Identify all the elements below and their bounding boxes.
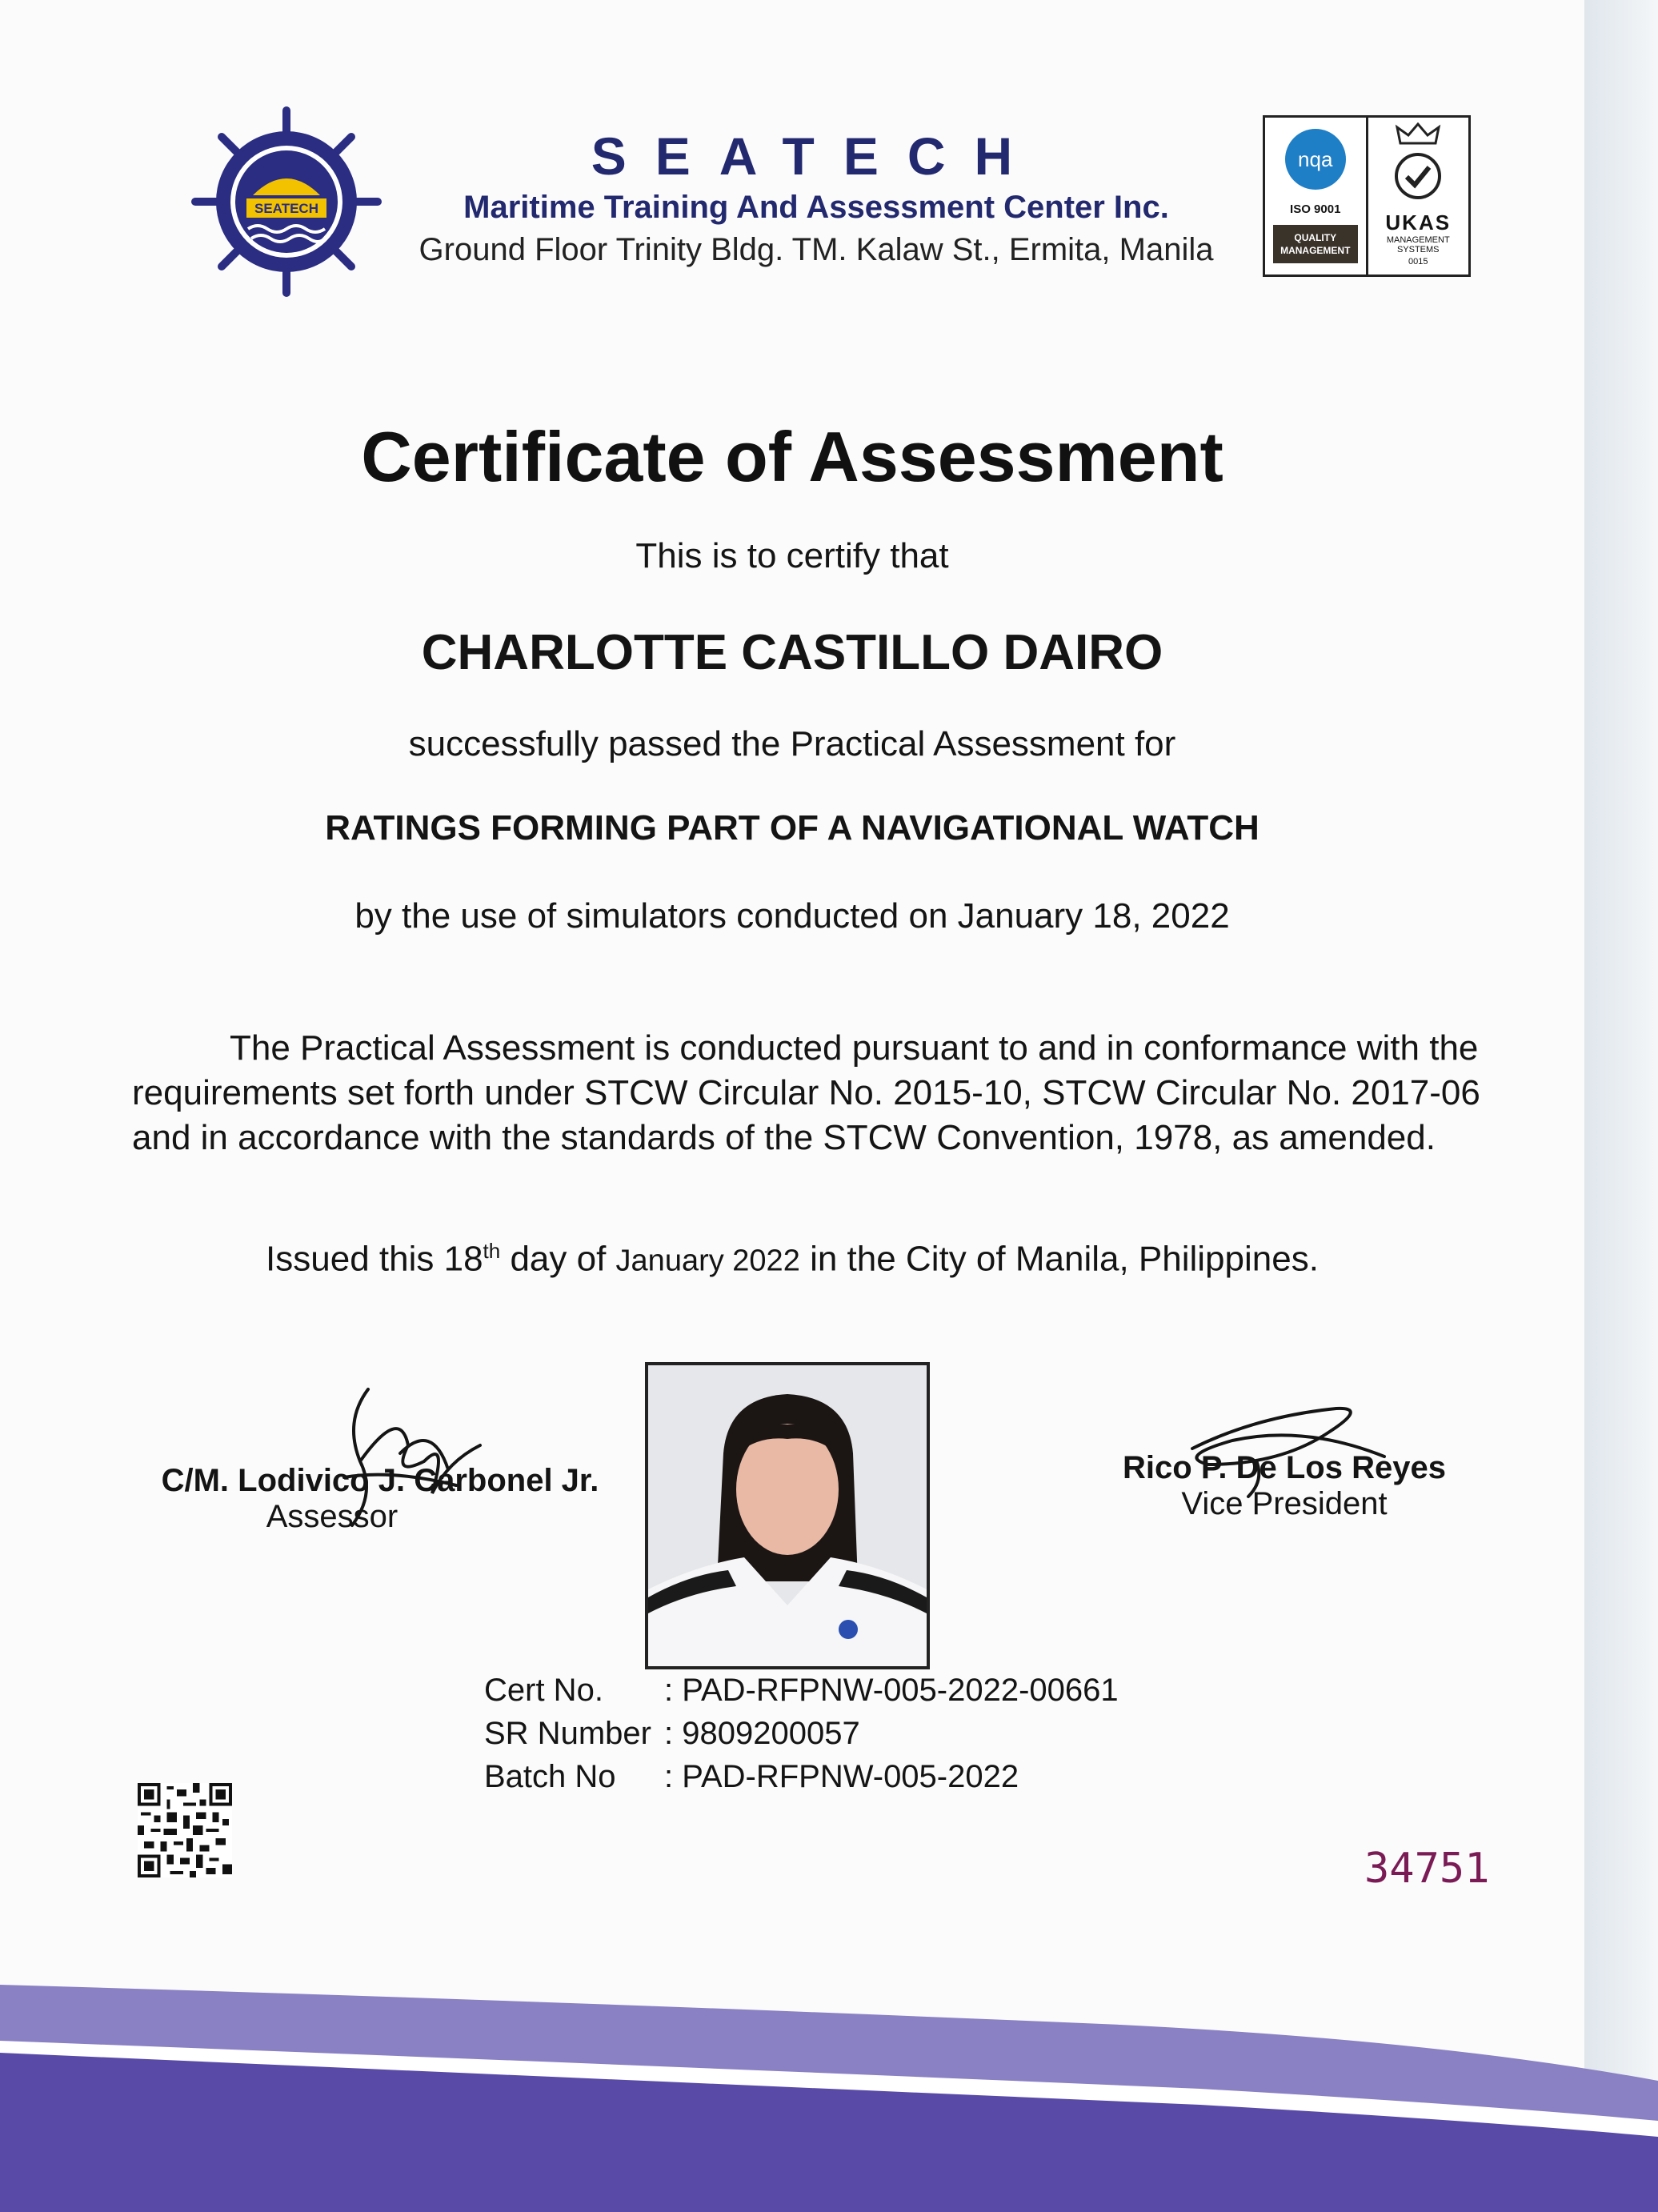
issued-line	[0, 1239, 1584, 1280]
conducted-line: by the use of simulators conducted on January 18, 2022	[354, 896, 1230, 936]
nqa-logo: nqa	[1285, 129, 1346, 190]
course-name: RATINGS FORMING PART OF A NAVIGATIONAL WATCH	[325, 808, 1260, 848]
certificate-title: Certificate of Assessment	[361, 417, 1223, 496]
vp-role: Vice President	[1181, 1486, 1388, 1521]
logo-text: SEATECH	[254, 201, 318, 216]
brand-name: SEATECH	[591, 126, 1042, 186]
nqa-badge	[1265, 118, 1368, 274]
ukas-label: UKAS	[1385, 210, 1452, 234]
sr-number-row	[484, 1712, 1119, 1755]
assessor-name: C/M. Lodivico J. Carbonel Jr.	[161, 1463, 599, 1498]
brand-block	[376, 124, 1256, 268]
issued-ordinal: th	[483, 1239, 501, 1263]
vp-name: Rico P. De Los Reyes	[1123, 1450, 1446, 1485]
cert-no-value: : PAD-RFPNW-005-2022-00661	[664, 1673, 1119, 1708]
iso-label: ISO 9001	[1290, 202, 1341, 216]
page-edge	[1584, 0, 1658, 2212]
qr-code-icon[interactable]	[138, 1781, 232, 1879]
certificate-details	[484, 1669, 1119, 1798]
recipient-name: CHARLOTTE CASTILLO DAIRO	[421, 625, 1163, 680]
certification-badges	[1263, 115, 1471, 277]
batch-no-row	[484, 1755, 1119, 1798]
portrait-image	[648, 1365, 927, 1666]
assessor-signature	[312, 1373, 504, 1549]
issued-suffix: in the City of Manila, Philippines.	[799, 1239, 1319, 1279]
passed-line: successfully passed the Practical Assessment for	[408, 724, 1176, 763]
issued-prefix: Issued this 18	[266, 1239, 483, 1279]
recipient-photo	[645, 1362, 930, 1669]
issued-month-year: January 2022	[615, 1244, 800, 1278]
seatech-helm-logo	[190, 106, 382, 298]
assessor-role: Assessor	[266, 1499, 398, 1534]
vp-signature	[1160, 1385, 1400, 1505]
batch-no-label: Batch No	[484, 1759, 616, 1794]
brand-address: Ground Floor Trinity Bldg. TM. Kalaw St., Ermita, Manila	[419, 232, 1214, 267]
certify-line: This is to certify that	[635, 536, 949, 575]
bottom-wave-decoration	[0, 1977, 1658, 2212]
sr-number-label: SR Number	[484, 1716, 651, 1751]
sr-number-value: : 9809200057	[664, 1716, 860, 1751]
ukas-number: 0015	[1408, 257, 1428, 266]
cert-no-row	[484, 1669, 1119, 1712]
serial-number: 34751	[1364, 1845, 1490, 1893]
ukas-subtitle: MANAGEMENT SYSTEMS	[1386, 235, 1450, 254]
brand-subtitle: Maritime Training And Assessment Center Inc.	[463, 190, 1169, 225]
ukas-badge	[1368, 118, 1469, 274]
checkmark-icon	[1392, 150, 1444, 202]
cert-no-label: Cert No.	[484, 1673, 603, 1708]
issued-middle: day of	[500, 1239, 616, 1279]
conformance-paragraph: The Practical Assessment is conducted pursuant to and in conformance with the requirements set forth under STCW Circular No. 2015-10, STCW Circular No. 2017-06 and in accordance with the standards of the STCW Convention, 1978, as amended.	[132, 1028, 1480, 1157]
crown-icon	[1394, 122, 1442, 146]
quality-management-label: QUALITY MANAGEMENT	[1273, 225, 1358, 263]
batch-no-value: : PAD-RFPNW-005-2022	[664, 1759, 1019, 1794]
